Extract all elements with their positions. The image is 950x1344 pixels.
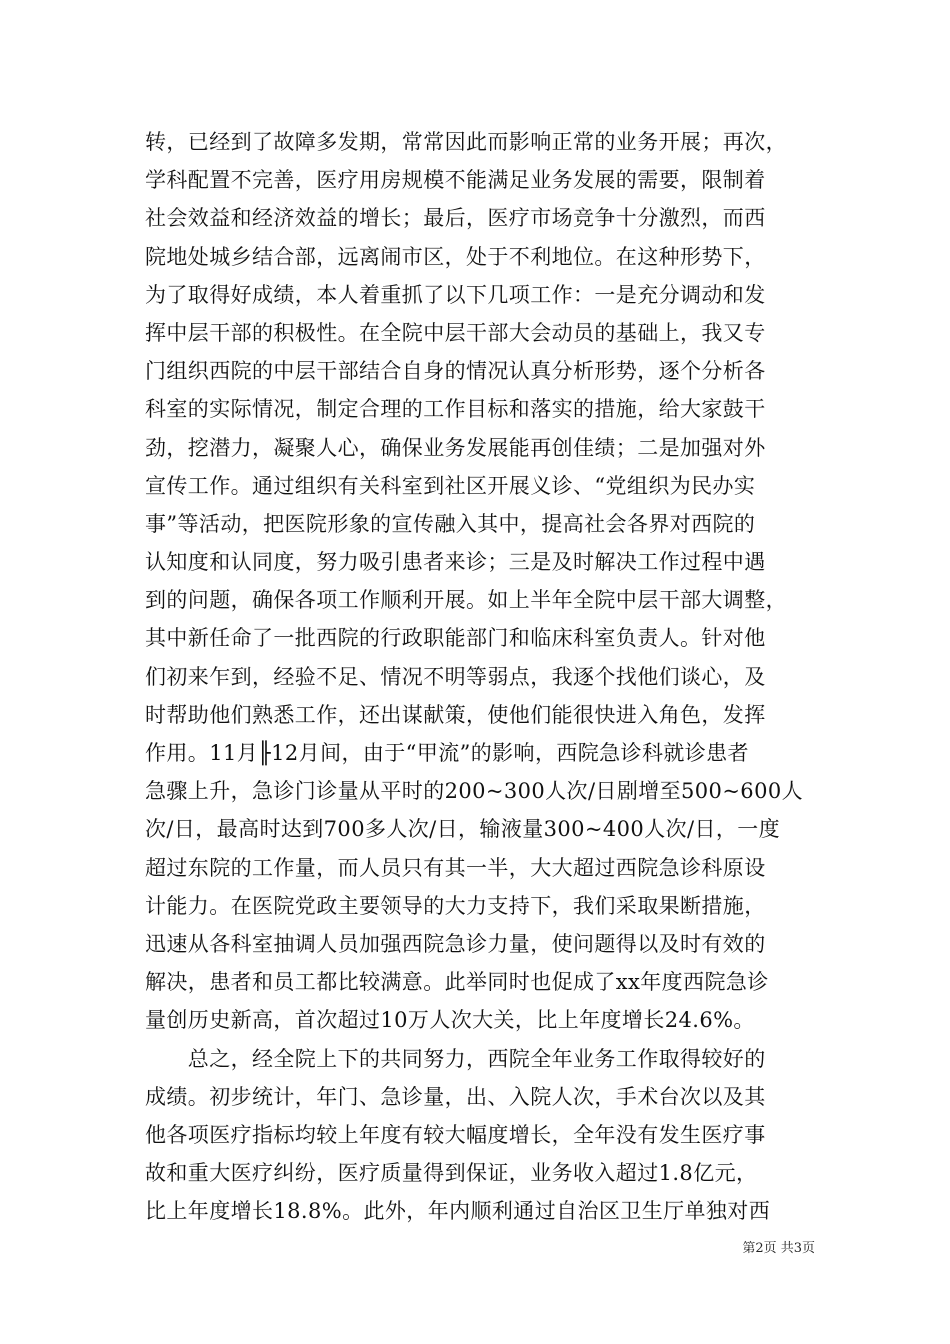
body-text xyxy=(145,123,810,1230)
text-line: 门组织西院的中层干部结合自身的情况认真分析形势，逐个分析各 xyxy=(145,359,766,384)
text-line: 比上年度增长18.8%。此外，年内顺利通过自治区卫生厅单独对西 xyxy=(145,1199,771,1224)
text-line: 挥中层干部的积极性。在全院中层干部大会动员的基础上，我又专 xyxy=(145,320,766,345)
text-line: 他各项医疗指标均较上年度有较大幅度增长，全年没有发生医疗事 xyxy=(145,1122,766,1147)
text-line: 解决，患者和员工都比较满意。此举同时也促成了xx年度西院急诊 xyxy=(145,970,769,995)
text-line: 次/日，最高时达到700多人次/日，输液量300~400人次/日，一度 xyxy=(145,817,781,842)
text-line: 迅速从各科室抽调人员加强西院急诊力量，使问题得以及时有效的 xyxy=(145,931,766,956)
text-line: 转，已经到了故障多发期，常常因此而影响正常的业务开展；再次， xyxy=(145,130,787,154)
text-line: 故和重大医疗纠纷，医疗质量得到保证，业务收入超过1.8亿元， xyxy=(145,1161,758,1186)
text-line: 到的问题，确保各项工作顺利开展。如上半年全院中层干部大调整， xyxy=(145,588,787,613)
text-line: 科室的实际情况，制定合理的工作目标和落实的措施，给大家鼓干 xyxy=(145,397,766,422)
text-line: 为了取得好成绩，本人着重抓了以下几项工作：一是充分调动和发 xyxy=(145,282,766,307)
text-line: 院地处城乡结合部，远离闹市区，处于不利地位。在这种形势下， xyxy=(145,244,766,269)
text-line: 量创历史新高，首次超过10万人次大关，比上年度增长24.6%。 xyxy=(145,1008,755,1033)
text-line: 学科配置不完善，医疗用房规模不能满足业务发展的需要，限制着 xyxy=(145,168,766,193)
page-number: 第2页 共3页 xyxy=(742,1241,815,1256)
text-line: 超过东院的工作量，而人员只有其一半，大大超过西院急诊科原设 xyxy=(145,855,766,880)
text-line: 计能力。在医院党政主要领导的大力支持下，我们采取果断措施， xyxy=(145,893,766,918)
text-line: 其中新任命了一批西院的行政职能部门和临床科室负责人。针对他 xyxy=(145,626,766,651)
text-line: 成绩。初步统计，年门、急诊量，出、入院人次，手术台次以及其 xyxy=(145,1084,766,1109)
text-line: 社会效益和经济效益的增长；最后，医疗市场竞争十分激烈，而西 xyxy=(145,206,766,231)
text-line: 总之，经全院上下的共同努力，西院全年业务工作取得较好的 xyxy=(145,1046,766,1071)
text-line: 事”等活动，把医院形象的宣传融入其中，提高社会各界对西院的 xyxy=(145,511,756,536)
text-line: 急骤上升，急诊门诊量从平时的200~300人次/日剧增至500~600人 xyxy=(145,779,803,804)
text-line: 作用。11月╟12月间，由于“甲流”的影响，西院急诊科就诊患者 xyxy=(145,741,749,765)
text-line: 时帮助他们熟悉工作，还出谋献策，使他们能很快进入角色，发挥 xyxy=(145,702,766,727)
text-line: 们初来乍到，经验不足、情况不明等弱点，我逐个找他们谈心，及 xyxy=(145,664,766,689)
text-line: 劲，挖潜力，凝聚人心，确保业务发展能再创佳绩；二是加强对外 xyxy=(145,435,766,460)
text-line: 宣传工作。通过组织有关科室到社区开展义诊、“党组织为民办实 xyxy=(145,473,756,498)
text-line: 认知度和认同度，努力吸引患者来诊；三是及时解决工作过程中遇 xyxy=(145,550,766,575)
